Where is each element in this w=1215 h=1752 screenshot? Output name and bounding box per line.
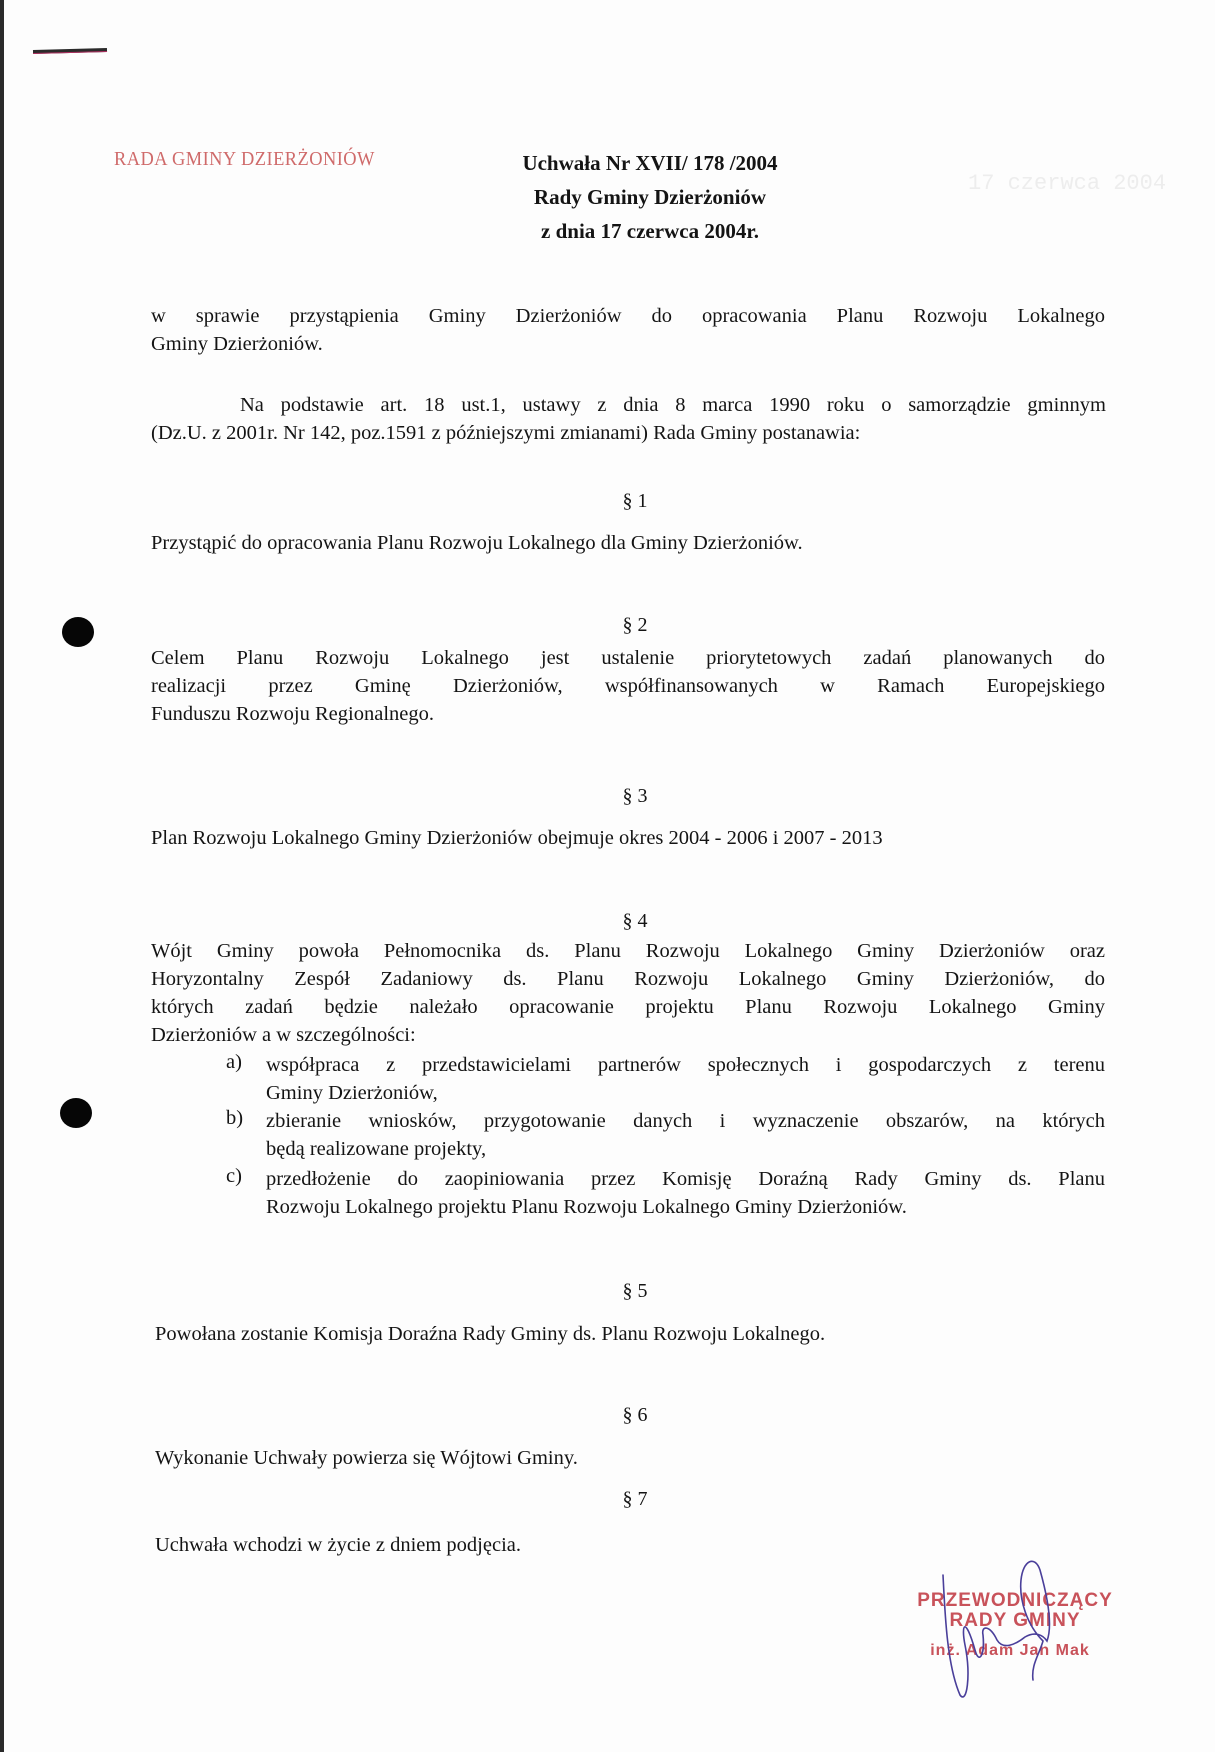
- list-item-text: Gminy Dzierżoniów,: [266, 1082, 438, 1104]
- scan-mark: [33, 48, 107, 54]
- section-text: Dzierżoniów a w szczególności:: [151, 1024, 416, 1046]
- stamp-body: RADY GMINY: [949, 1610, 1081, 1631]
- section-text: Celem Planu Rozwoju Lokalnego jest ustalenie priorytetowych zadań planowanych do: [151, 647, 1105, 669]
- list-marker: c): [226, 1165, 242, 1187]
- resolution-date: z dnia 17 czerwca 2004r.: [541, 219, 759, 243]
- scan-edge: [0, 0, 4, 1752]
- letterhead: RADA GMINY DZIERŻONIÓW: [114, 148, 375, 170]
- section-sign: § 2: [622, 614, 648, 636]
- list-item-text: zbieranie wniosków, przygotowanie danych i wyznaczenie obszarów, na których: [266, 1110, 1105, 1132]
- section-sign: § 7: [622, 1488, 648, 1510]
- section-text: Plan Rozwoju Lokalnego Gminy Dzierżoniów obejmuje okres 2004 - 2006 i 2007 - 2013: [151, 827, 883, 849]
- section-text: Wójt Gminy powoła Pełnomocnika ds. Planu Rozwoju Lokalnego Gminy Dzierżoniów oraz: [151, 940, 1105, 962]
- resolution-title: [400, 146, 900, 248]
- list-marker: b): [226, 1107, 244, 1129]
- section-sign: § 4: [622, 910, 648, 932]
- legal-basis-line: Na podstawie art. 18 ust.1, ustawy z dnia 8 marca 1990 roku o samorządzie gminnym: [240, 394, 1106, 416]
- section-text: Powołana zostanie Komisja Doraźna Rady Gminy ds. Planu Rozwoju Lokalnego.: [155, 1323, 826, 1345]
- list-item-text: przedłożenie do zaopiniowania przez Komisję Doraźną Rady Gminy ds. Planu: [266, 1168, 1105, 1190]
- list-marker: a): [226, 1051, 242, 1073]
- punch-hole: [62, 617, 94, 647]
- subject-line: Gminy Dzierżoniów.: [151, 333, 323, 355]
- section-sign: § 3: [622, 785, 648, 807]
- list-item-text: będą realizowane projekty,: [266, 1138, 487, 1160]
- stamp-title: PRZEWODNICZĄCY: [917, 1590, 1113, 1611]
- handwritten-signature: [935, 1555, 1085, 1705]
- section-text: których zadań będzie należało opracowanie projektu Planu Rozwoju Lokalnego Gminy: [151, 996, 1105, 1018]
- section-text: Funduszu Rozwoju Regionalnego.: [151, 703, 434, 725]
- punch-hole: [60, 1098, 92, 1128]
- stamp-name: inż. Adam Jan Mak: [930, 1642, 1090, 1659]
- section-text: Horyzontalny Zespół Zadaniowy ds. Planu Rozwoju Lokalnego Gminy Dzierżoniów, do: [151, 968, 1105, 990]
- section-sign: § 6: [622, 1404, 648, 1426]
- resolution-number: Uchwała Nr XVII/ 178 /2004: [522, 151, 778, 175]
- resolution-issuer: Rady Gminy Dzierżoniów: [533, 185, 767, 209]
- list-item-text: współpraca z przedstawicielami partnerów społecznych i gospodarczych z terenu: [266, 1054, 1105, 1076]
- legal-basis-line: (Dz.U. z 2001r. Nr 142, poz.1591 z późniejszymi zmianami) Rada Gminy postanawia:: [151, 422, 861, 444]
- section-sign: § 1: [622, 490, 648, 512]
- section-text: realizacji przez Gminę Dzierżoniów, współfinansowanych w Ramach Europejskiego: [151, 675, 1105, 697]
- subject-line: w sprawie przystąpienia Gminy Dzierżoniów do opracowania Planu Rozwoju Lokalnego: [151, 305, 1105, 327]
- section-sign: § 5: [622, 1280, 648, 1302]
- section-text: Przystąpić do opracowania Planu Rozwoju Lokalnego dla Gminy Dzierżoniów.: [151, 532, 803, 554]
- bleed-through-text: 17 czerwca 2004: [968, 171, 1167, 196]
- section-text: Uchwała wchodzi w życie z dniem podjęcia.: [155, 1534, 521, 1556]
- section-text: Wykonanie Uchwały powierza się Wójtowi Gminy.: [155, 1447, 578, 1469]
- list-item-text: Rozwoju Lokalnego projektu Planu Rozwoju Lokalnego Gminy Dzierżoniów.: [266, 1196, 907, 1218]
